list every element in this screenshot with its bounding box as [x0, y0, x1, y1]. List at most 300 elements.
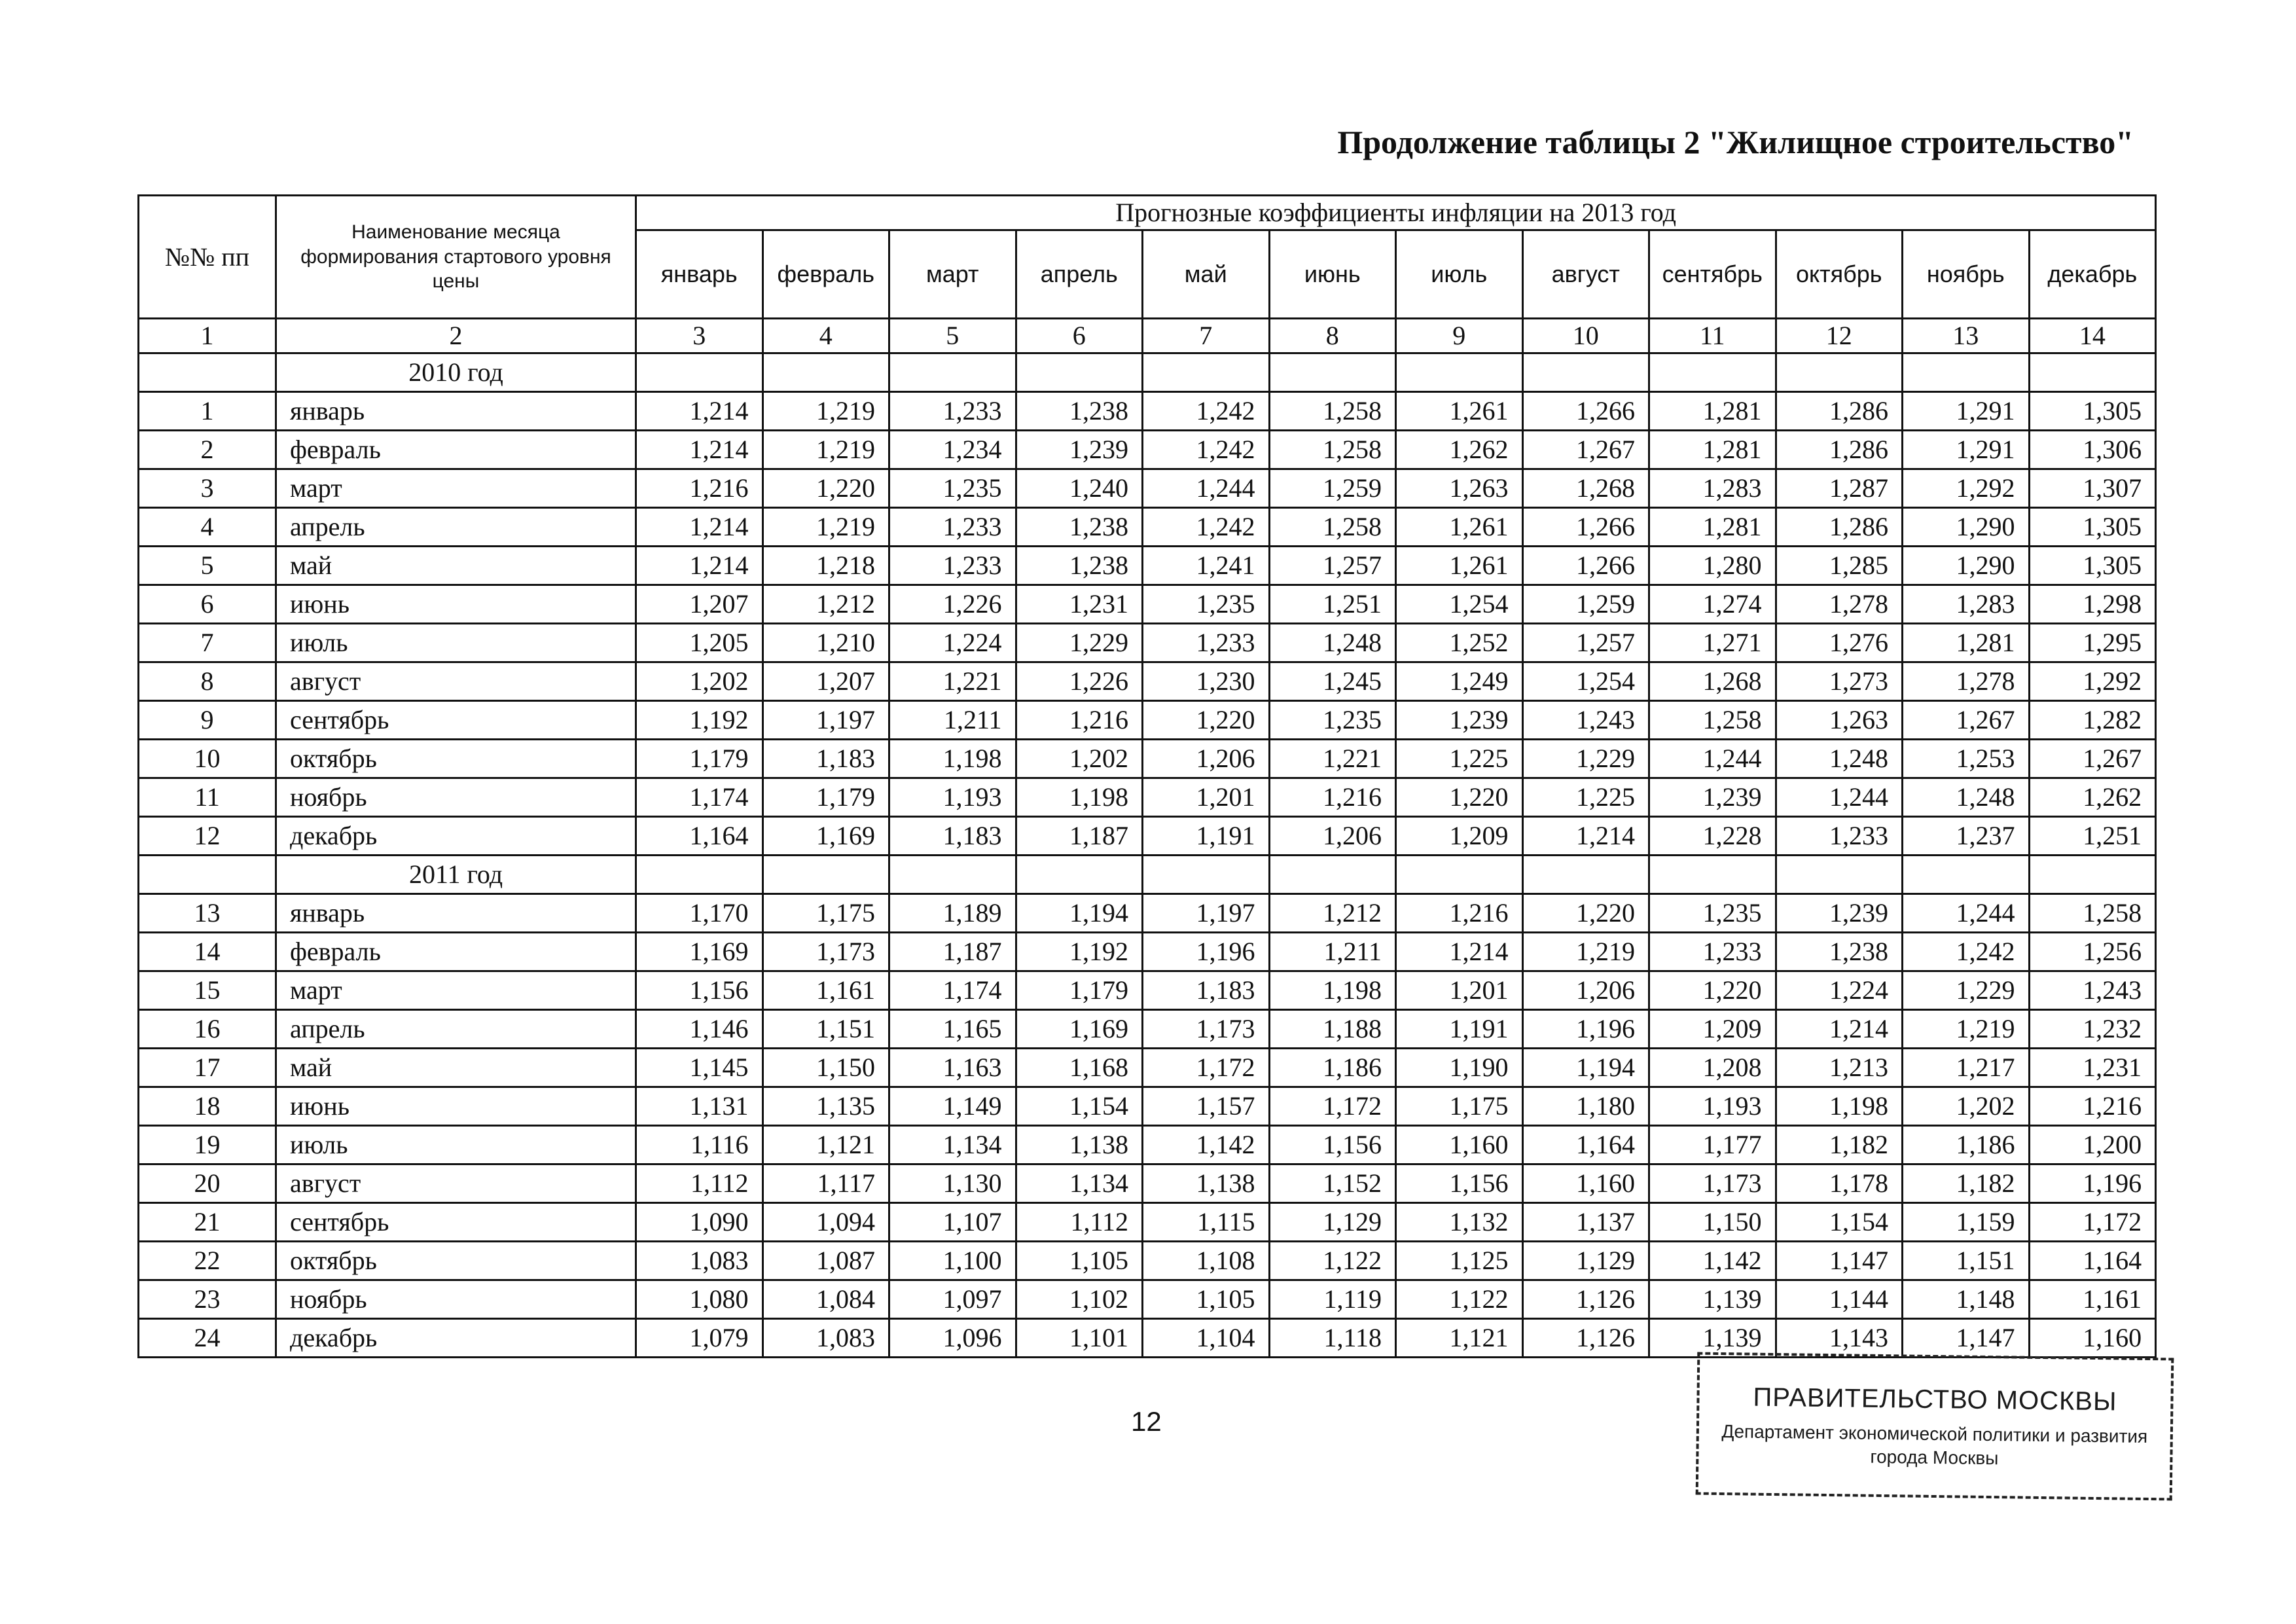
year-row-empty: [1903, 353, 2030, 392]
column-number: 4: [762, 319, 889, 353]
row-number: 18: [139, 1087, 276, 1126]
year-label: 2011 год: [276, 856, 636, 894]
coefficient-cell: 1,201: [1143, 778, 1270, 817]
coefficient-cell: 1,202: [1016, 740, 1143, 778]
coefficient-cell: 1,268: [1649, 662, 1776, 701]
table-row: [139, 1049, 2156, 1087]
coefficient-cell: 1,164: [636, 817, 763, 856]
coefficient-cell: 1,238: [1016, 392, 1143, 431]
coefficient-cell: 1,197: [1143, 894, 1270, 933]
coefficient-cell: 1,238: [1776, 933, 1903, 971]
coefficient-cell: 1,197: [762, 701, 889, 740]
row-number: 8: [139, 662, 276, 701]
year-row-empty: [1016, 353, 1143, 392]
coefficient-cell: 1,172: [1269, 1087, 1396, 1126]
coefficient-cell: 1,201: [1396, 971, 1523, 1010]
coefficient-cell: 1,130: [889, 1164, 1016, 1203]
coefficient-cell: 1,230: [1143, 662, 1270, 701]
coefficient-cell: 1,258: [1269, 392, 1396, 431]
coefficient-cell: 1,278: [1776, 585, 1903, 624]
coefficient-cell: 1,102: [1016, 1280, 1143, 1319]
coefficient-cell: 1,187: [1016, 817, 1143, 856]
coefficient-cell: 1,234: [889, 431, 1016, 469]
coefficient-cell: 1,212: [762, 585, 889, 624]
coefficient-cell: 1,094: [762, 1203, 889, 1242]
coefficient-cell: 1,254: [1522, 662, 1649, 701]
coefficient-cell: 1,268: [1522, 469, 1649, 508]
coefficient-cell: 1,191: [1396, 1010, 1523, 1049]
coefficient-cell: 1,220: [1396, 778, 1523, 817]
table-row: [139, 933, 2156, 971]
coefficient-cell: 1,229: [1016, 624, 1143, 662]
coefficient-cell: 1,126: [1522, 1280, 1649, 1319]
coefficient-cell: 1,239: [1016, 431, 1143, 469]
coefficient-cell: 1,248: [1776, 740, 1903, 778]
coefficient-cell: 1,233: [1649, 933, 1776, 971]
coefficient-cell: 1,216: [2029, 1087, 2156, 1126]
coefficient-cell: 1,154: [1016, 1087, 1143, 1126]
coefficient-cell: 1,198: [889, 740, 1016, 778]
year-row-empty: [762, 353, 889, 392]
table-row: [139, 1203, 2156, 1242]
coefficient-cell: 1,198: [1269, 971, 1396, 1010]
table-row: [139, 1319, 2156, 1358]
organization-stamp: [1696, 1352, 2174, 1501]
column-number: 5: [889, 319, 1016, 353]
coefficient-cell: 1,183: [762, 740, 889, 778]
coefficient-cell: 1,206: [1143, 740, 1270, 778]
coefficient-cell: 1,261: [1396, 547, 1523, 585]
coefficient-cell: 1,216: [636, 469, 763, 508]
row-month: июнь: [276, 1087, 636, 1126]
coefficient-cell: 1,238: [1016, 547, 1143, 585]
coefficient-cell: 1,202: [636, 662, 763, 701]
page-title: Продолжение таблицы 2 "Жилищное строительство": [1337, 124, 2134, 160]
coefficient-cell: 1,157: [1143, 1087, 1270, 1126]
table-row: [139, 469, 2156, 508]
row-month: май: [276, 547, 636, 585]
header-month: сентябрь: [1649, 230, 1776, 319]
column-number: 2: [276, 319, 636, 353]
row-number: 11: [139, 778, 276, 817]
row-number: 6: [139, 585, 276, 624]
coefficient-cell: 1,216: [1016, 701, 1143, 740]
coefficient-cell: 1,283: [1903, 585, 2030, 624]
row-month: сентябрь: [276, 701, 636, 740]
coefficient-cell: 1,101: [1016, 1319, 1143, 1358]
row-number: 5: [139, 547, 276, 585]
coefficient-cell: 1,179: [1016, 971, 1143, 1010]
coefficient-cell: 1,138: [1016, 1126, 1143, 1164]
coefficient-cell: 1,154: [1776, 1203, 1903, 1242]
coefficient-cell: 1,224: [889, 624, 1016, 662]
coefficient-cell: 1,273: [1776, 662, 1903, 701]
coefficient-cell: 1,134: [1016, 1164, 1143, 1203]
coefficient-cell: 1,211: [1269, 933, 1396, 971]
table-row: [139, 740, 2156, 778]
table-row: [139, 624, 2156, 662]
coefficient-cell: 1,216: [1396, 894, 1523, 933]
coefficient-cell: 1,121: [762, 1126, 889, 1164]
coefficient-cell: 1,151: [762, 1010, 889, 1049]
coefficient-cell: 1,198: [1776, 1087, 1903, 1126]
coefficient-cell: 1,258: [2029, 894, 2156, 933]
coefficient-cell: 1,192: [1016, 933, 1143, 971]
coefficient-cell: 1,266: [1522, 547, 1649, 585]
row-month: апрель: [276, 508, 636, 547]
coefficient-cell: 1,239: [1776, 894, 1903, 933]
coefficient-cell: 1,267: [1903, 701, 2030, 740]
coefficient-cell: 1,096: [889, 1319, 1016, 1358]
coefficient-cell: 1,221: [889, 662, 1016, 701]
row-number: 2: [139, 431, 276, 469]
coefficient-cell: 1,112: [636, 1164, 763, 1203]
coefficient-cell: 1,242: [1143, 508, 1270, 547]
coefficient-cell: 1,084: [762, 1280, 889, 1319]
coefficient-cell: 1,191: [1143, 817, 1270, 856]
row-month: май: [276, 1049, 636, 1087]
coefficient-cell: 1,225: [1396, 740, 1523, 778]
row-month: сентябрь: [276, 1203, 636, 1242]
coefficient-cell: 1,306: [2029, 431, 2156, 469]
coefficient-cell: 1,214: [636, 431, 763, 469]
coefficient-cell: 1,188: [1269, 1010, 1396, 1049]
header-month: июнь: [1269, 230, 1396, 319]
coefficient-cell: 1,144: [1776, 1280, 1903, 1319]
coefficient-cell: 1,148: [1903, 1280, 2030, 1319]
header-month: март: [889, 230, 1016, 319]
coefficient-cell: 1,276: [1776, 624, 1903, 662]
row-month: август: [276, 662, 636, 701]
coefficient-cell: 1,262: [1396, 431, 1523, 469]
coefficient-cell: 1,118: [1269, 1319, 1396, 1358]
coefficient-cell: 1,147: [1903, 1319, 2030, 1358]
coefficient-cell: 1,244: [1776, 778, 1903, 817]
coefficient-cell: 1,257: [1269, 547, 1396, 585]
coefficient-cell: 1,175: [762, 894, 889, 933]
row-month: июль: [276, 1126, 636, 1164]
coefficient-cell: 1,137: [1522, 1203, 1649, 1242]
coefficient-cell: 1,267: [1522, 431, 1649, 469]
coefficient-cell: 1,244: [1903, 894, 2030, 933]
coefficient-cell: 1,129: [1522, 1242, 1649, 1280]
coefficient-cell: 1,229: [1522, 740, 1649, 778]
coefficient-cell: 1,208: [1649, 1049, 1776, 1087]
coefficient-cell: 1,242: [1143, 392, 1270, 431]
row-month: январь: [276, 894, 636, 933]
coefficient-cell: 1,219: [1903, 1010, 2030, 1049]
year-row: [139, 856, 2156, 894]
row-number: 20: [139, 1164, 276, 1203]
coefficient-cell: 1,202: [1903, 1087, 2030, 1126]
coefficient-cell: 1,285: [1776, 547, 1903, 585]
coefficient-cell: 1,126: [1522, 1319, 1649, 1358]
coefficient-cell: 1,160: [1522, 1164, 1649, 1203]
header-month-name: Наименование месяца формирования стартового уровня цены: [276, 196, 636, 319]
row-number: 22: [139, 1242, 276, 1280]
header-month: январь: [636, 230, 763, 319]
coefficient-cell: 1,206: [1269, 817, 1396, 856]
coefficient-cell: 1,249: [1396, 662, 1523, 701]
column-number: 14: [2029, 319, 2156, 353]
year-row-empty: [1776, 856, 1903, 894]
coefficient-cell: 1,079: [636, 1319, 763, 1358]
coefficient-cell: 1,196: [1522, 1010, 1649, 1049]
coefficient-cell: 1,182: [1776, 1126, 1903, 1164]
coefficient-cell: 1,200: [2029, 1126, 2156, 1164]
coefficient-cell: 1,190: [1396, 1049, 1523, 1087]
coefficient-cell: 1,243: [1522, 701, 1649, 740]
row-month: январь: [276, 392, 636, 431]
coefficient-cell: 1,163: [889, 1049, 1016, 1087]
coefficient-cell: 1,219: [1522, 933, 1649, 971]
year-row-empty: [636, 856, 763, 894]
year-row-empty: [1269, 856, 1396, 894]
row-number: 24: [139, 1319, 276, 1358]
coefficient-cell: 1,119: [1269, 1280, 1396, 1319]
year-row-empty: [762, 856, 889, 894]
coefficient-cell: 1,221: [1269, 740, 1396, 778]
coefficient-cell: 1,278: [1903, 662, 2030, 701]
coefficient-cell: 1,233: [889, 508, 1016, 547]
coefficient-cell: 1,282: [2029, 701, 2156, 740]
coefficient-cell: 1,134: [889, 1126, 1016, 1164]
coefficient-cell: 1,225: [1522, 778, 1649, 817]
coefficient-cell: 1,142: [1143, 1126, 1270, 1164]
coefficient-cell: 1,121: [1396, 1319, 1523, 1358]
coefficient-cell: 1,280: [1649, 547, 1776, 585]
coefficient-cell: 1,164: [2029, 1242, 2156, 1280]
year-row-empty: [2029, 353, 2156, 392]
coefficient-cell: 1,243: [2029, 971, 2156, 1010]
coefficient-cell: 1,281: [1649, 508, 1776, 547]
header-month: декабрь: [2029, 230, 2156, 319]
coefficient-cell: 1,143: [1776, 1319, 1903, 1358]
coefficient-cell: 1,242: [1903, 933, 2030, 971]
coefficient-cell: 1,105: [1143, 1280, 1270, 1319]
year-row-empty: [139, 856, 276, 894]
row-month: ноябрь: [276, 778, 636, 817]
coefficient-cell: 1,258: [1649, 701, 1776, 740]
coefficient-cell: 1,180: [1522, 1087, 1649, 1126]
table-row: [139, 431, 2156, 469]
coefficient-cell: 1,226: [889, 585, 1016, 624]
header-month: август: [1522, 230, 1649, 319]
coefficient-cell: 1,266: [1522, 508, 1649, 547]
coefficient-cell: 1,233: [889, 547, 1016, 585]
table-row: [139, 585, 2156, 624]
coefficient-cell: 1,169: [762, 817, 889, 856]
year-row-empty: [1016, 856, 1143, 894]
coefficient-cell: 1,214: [636, 547, 763, 585]
year-row: [139, 353, 2156, 392]
table-row: [139, 778, 2156, 817]
coefficient-cell: 1,220: [1649, 971, 1776, 1010]
row-month: апрель: [276, 1010, 636, 1049]
column-number-row: [139, 319, 2156, 353]
coefficient-cell: 1,251: [2029, 817, 2156, 856]
coefficient-cell: 1,122: [1269, 1242, 1396, 1280]
coefficient-cell: 1,156: [1269, 1126, 1396, 1164]
coefficient-cell: 1,193: [889, 778, 1016, 817]
coefficient-cell: 1,173: [1649, 1164, 1776, 1203]
coefficient-cell: 1,187: [889, 933, 1016, 971]
coefficient-cell: 1,239: [1396, 701, 1523, 740]
coefficient-cell: 1,169: [636, 933, 763, 971]
coefficient-cell: 1,220: [1143, 701, 1270, 740]
coefficient-cell: 1,256: [2029, 933, 2156, 971]
row-number: 14: [139, 933, 276, 971]
coefficient-cell: 1,152: [1269, 1164, 1396, 1203]
coefficient-cell: 1,209: [1649, 1010, 1776, 1049]
coefficient-cell: 1,240: [1016, 469, 1143, 508]
table-row: [139, 392, 2156, 431]
column-number: 6: [1016, 319, 1143, 353]
coefficient-cell: 1,298: [2029, 585, 2156, 624]
coefficient-cell: 1,175: [1396, 1087, 1523, 1126]
header-month: апрель: [1016, 230, 1143, 319]
coefficient-cell: 1,205: [636, 624, 763, 662]
row-number: 10: [139, 740, 276, 778]
year-row-empty: [889, 856, 1016, 894]
year-row-empty: [1396, 353, 1523, 392]
coefficient-cell: 1,168: [1016, 1049, 1143, 1087]
coefficient-cell: 1,196: [1143, 933, 1270, 971]
row-number: 7: [139, 624, 276, 662]
coefficient-cell: 1,194: [1016, 894, 1143, 933]
coefficient-cell: 1,108: [1143, 1242, 1270, 1280]
stamp-city: города Москвы: [1870, 1446, 1999, 1469]
year-row-empty: [889, 353, 1016, 392]
coefficient-cell: 1,209: [1396, 817, 1523, 856]
coefficient-cell: 1,261: [1396, 392, 1523, 431]
coefficient-cell: 1,087: [762, 1242, 889, 1280]
coefficient-cell: 1,274: [1649, 585, 1776, 624]
coefficient-cell: 1,150: [762, 1049, 889, 1087]
coefficient-cell: 1,177: [1649, 1126, 1776, 1164]
coefficient-cell: 1,257: [1522, 624, 1649, 662]
coefficient-cell: 1,229: [1903, 971, 2030, 1010]
coefficient-cell: 1,231: [2029, 1049, 2156, 1087]
row-number: 4: [139, 508, 276, 547]
coefficient-cell: 1,083: [762, 1319, 889, 1358]
coefficient-cell: 1,174: [636, 778, 763, 817]
coefficient-cell: 1,281: [1649, 431, 1776, 469]
coefficient-cell: 1,292: [1903, 469, 2030, 508]
coefficient-cell: 1,160: [1396, 1126, 1523, 1164]
coefficient-cell: 1,147: [1776, 1242, 1903, 1280]
row-month: июнь: [276, 585, 636, 624]
column-number: 9: [1396, 319, 1523, 353]
year-label: 2010 год: [276, 353, 636, 392]
coefficient-cell: 1,178: [1776, 1164, 1903, 1203]
coefficient-cell: 1,214: [1396, 933, 1523, 971]
coefficient-cell: 1,218: [762, 547, 889, 585]
row-month: июль: [276, 624, 636, 662]
coefficient-cell: 1,129: [1269, 1203, 1396, 1242]
coefficient-cell: 1,145: [636, 1049, 763, 1087]
row-number: 9: [139, 701, 276, 740]
year-row-empty: [1143, 856, 1270, 894]
coefficient-cell: 1,173: [762, 933, 889, 971]
coefficient-cell: 1,100: [889, 1242, 1016, 1280]
coefficient-cell: 1,139: [1649, 1319, 1776, 1358]
coefficient-cell: 1,210: [762, 624, 889, 662]
coefficient-cell: 1,253: [1903, 740, 2030, 778]
coefficient-cell: 1,263: [1776, 701, 1903, 740]
header-month: февраль: [762, 230, 889, 319]
row-month: декабрь: [276, 817, 636, 856]
coefficient-cell: 1,161: [2029, 1280, 2156, 1319]
column-number: 1: [139, 319, 276, 353]
coefficient-cell: 1,165: [889, 1010, 1016, 1049]
coefficient-cell: 1,305: [2029, 508, 2156, 547]
year-row-empty: [1396, 856, 1523, 894]
table-row: [139, 817, 2156, 856]
coefficient-cell: 1,198: [1016, 778, 1143, 817]
row-month: октябрь: [276, 740, 636, 778]
coefficient-cell: 1,122: [1396, 1280, 1523, 1319]
coefficient-cell: 1,290: [1903, 508, 2030, 547]
coefficient-cell: 1,216: [1269, 778, 1396, 817]
row-month: февраль: [276, 933, 636, 971]
coefficient-cell: 1,159: [1903, 1203, 2030, 1242]
coefficient-cell: 1,182: [1903, 1164, 2030, 1203]
coefficient-cell: 1,105: [1016, 1242, 1143, 1280]
coefficient-cell: 1,112: [1016, 1203, 1143, 1242]
coefficient-cell: 1,263: [1396, 469, 1523, 508]
column-number: 13: [1903, 319, 2030, 353]
coefficient-cell: 1,235: [1269, 701, 1396, 740]
coefficient-cell: 1,252: [1396, 624, 1523, 662]
coefficient-cell: 1,238: [1016, 508, 1143, 547]
stamp-subtitle: Департамент экономической политики и развития: [1721, 1421, 2148, 1447]
coefficient-cell: 1,164: [1522, 1126, 1649, 1164]
coefficient-cell: 1,259: [1522, 585, 1649, 624]
coefficient-cell: 1,224: [1776, 971, 1903, 1010]
coefficient-cell: 1,244: [1143, 469, 1270, 508]
row-number: 23: [139, 1280, 276, 1319]
coefficient-cell: 1,287: [1776, 469, 1903, 508]
table-row: [139, 894, 2156, 933]
coefficient-cell: 1,295: [2029, 624, 2156, 662]
table-row: [139, 1164, 2156, 1203]
coefficient-cell: 1,292: [2029, 662, 2156, 701]
coefficient-cell: 1,151: [1903, 1242, 2030, 1280]
row-month: ноябрь: [276, 1280, 636, 1319]
table-row: [139, 662, 2156, 701]
header-row-top: [139, 196, 2156, 230]
coefficient-cell: 1,242: [1143, 431, 1270, 469]
coefficient-cell: 1,244: [1649, 740, 1776, 778]
coefficient-cell: 1,214: [636, 392, 763, 431]
table-row: [139, 547, 2156, 585]
coefficient-cell: 1,271: [1649, 624, 1776, 662]
column-number: 10: [1522, 319, 1649, 353]
coefficient-cell: 1,228: [1649, 817, 1776, 856]
coefficient-cell: 1,097: [889, 1280, 1016, 1319]
coefficient-cell: 1,291: [1903, 431, 2030, 469]
coefficient-cell: 1,193: [1649, 1087, 1776, 1126]
year-row-empty: [636, 353, 763, 392]
year-row-empty: [1143, 353, 1270, 392]
table-row: [139, 1010, 2156, 1049]
coefficient-cell: 1,261: [1396, 508, 1523, 547]
coefficient-cell: 1,239: [1649, 778, 1776, 817]
coefficient-cell: 1,245: [1269, 662, 1396, 701]
coefficient-cell: 1,183: [1143, 971, 1270, 1010]
row-number: 19: [139, 1126, 276, 1164]
